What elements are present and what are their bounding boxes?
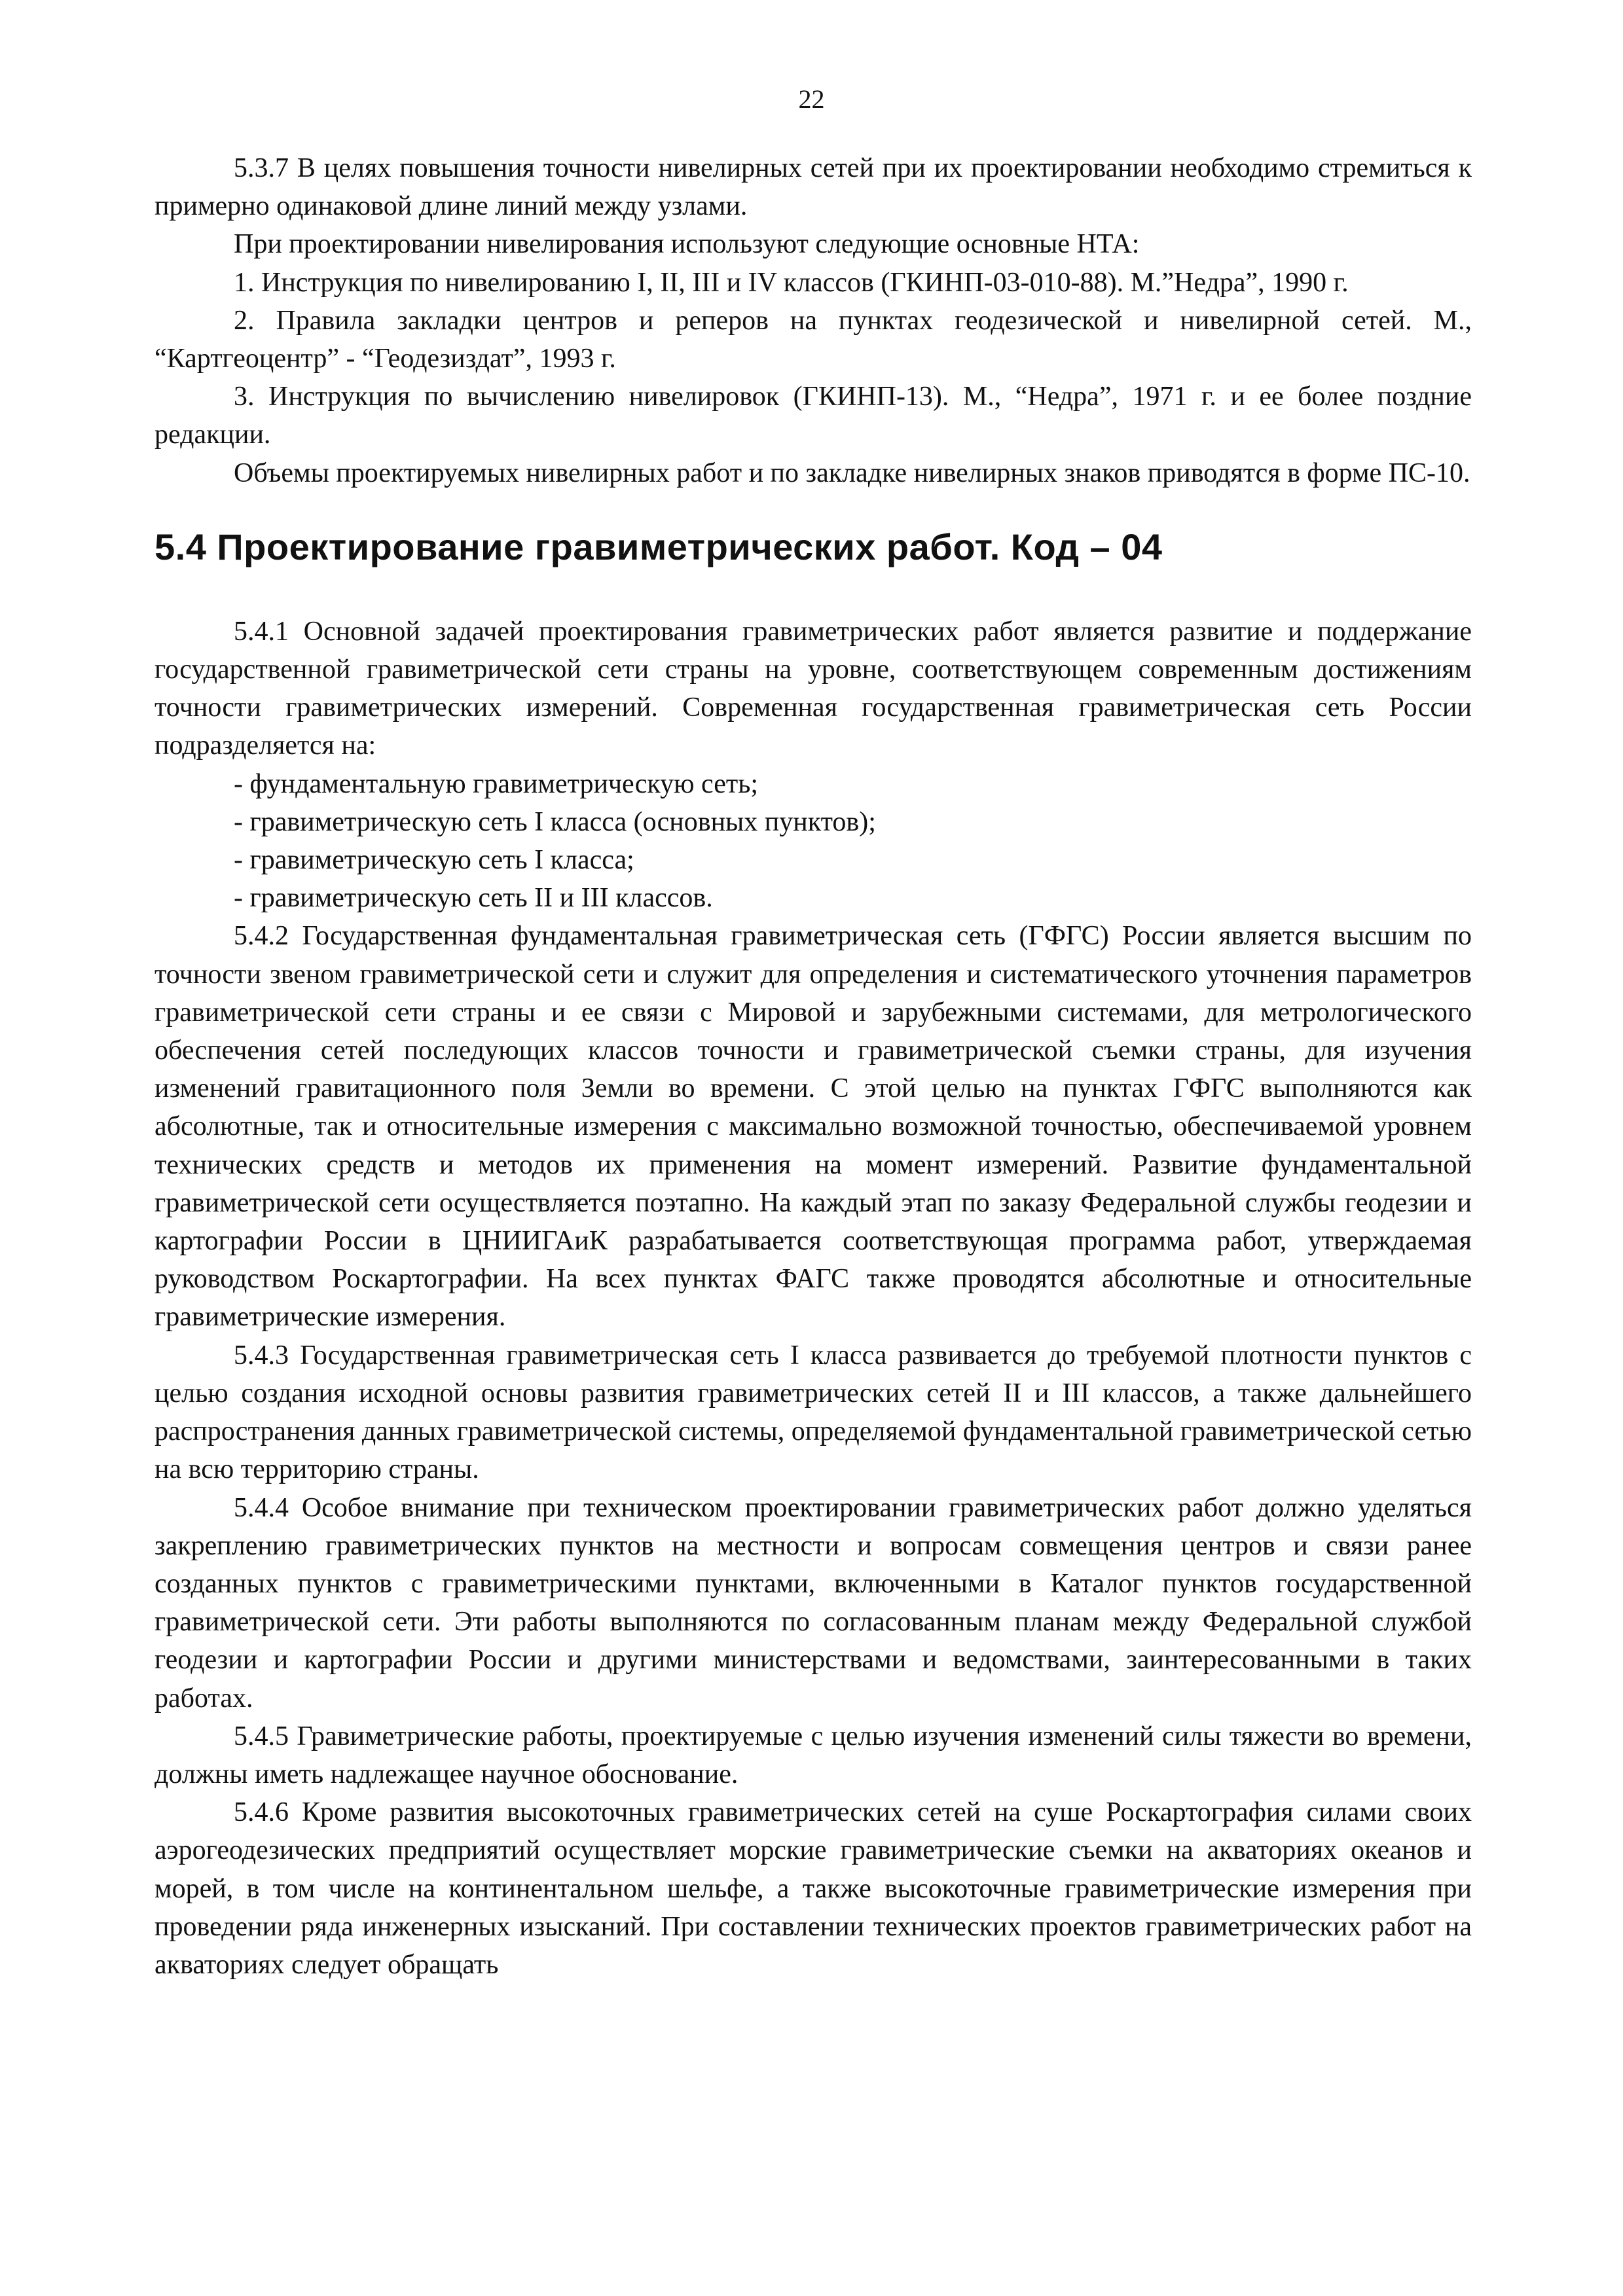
paragraph-nta-intro: При проектировании нивелирования используют следующие основные НТА:	[234, 229, 1140, 260]
reference-item: 2. Правила закладки центров и реперов на пунктах геодезической и нивелирной сетей. М., “Картгеоцентр” - “Геодезиздат”, 1993 г.	[155, 305, 1472, 374]
paragraph-volumes: Объемы проектируемых нивелирных работ и по закладке нивелирных знаков приводятся в форме ПС-10.	[234, 457, 1470, 488]
page-number: 22	[798, 84, 825, 114]
reference-item: 3. Инструкция по вычислению нивелировок (ГКИНП-13). М., “Недра”, 1971 г. и ее более поздние редакции.	[155, 382, 1472, 450]
page-body	[155, 149, 1472, 1984]
paragraph-5-4-4: 5.4.4 Особое внимание при техническом проектировании гравиметрических работ должно уделяться закреплению гравиметрических пунктов на местности и вопросам совмещения центров и связи ранее созданных пунктов с гравиметрическими пунктами, включенными в Каталог пунктов государственной гравиметрической сети. Эти работы выполняются по согласованным планам между Федеральной службой геодезии и картографии России и другими министерствами и ведомствами, заинтересованными в таких работах.	[155, 1492, 1472, 1713]
paragraph-5-3-7: 5.3.7 В целях повышения точности нивелирных сетей при их проектировании необходимо стремиться к примерно одинаковой длине линий между узлами.	[155, 153, 1472, 222]
list-item: - гравиметрическую сеть I класса;	[234, 845, 634, 876]
paragraph-5-4-6: 5.4.6 Кроме развития высокоточных гравиметрических сетей на суше Роскартография силами своих аэрогеодезических предприятий осуществляет морские гравиметрические съемки на акваториях океанов и морей, в том числе на континентальном шельфе, а также высокоточные гравиметрические измерения при проведении ряда инженерных изысканий. При составлении технических проектов гравиметрических работ на акваториях следует обращать	[155, 1797, 1472, 1980]
list-item: - гравиметрическую сеть II и III классов.	[234, 883, 713, 914]
paragraph-5-4-1: 5.4.1 Основной задачей проектирования гравиметрических работ является развитие и поддержание государственной гравиметрической сети страны на уровне, соответствующем современным достижениям точности гравиметрических измерений. Современная государственная гравиметрическая сеть России подразделяется на:	[155, 616, 1472, 761]
paragraph-5-4-5: 5.4.5 Гравиметрические работы, проектируемые с целью изучения изменений силы тяжести во времени, должны иметь надлежащее научное обоснование.	[155, 1721, 1472, 1789]
paragraph-5-4-2: 5.4.2 Государственная фундаментальная гравиметрическая сеть (ГФГС) России является высшим по точности звеном гравиметрической сети и служит для определения и систематического уточнения параметров гравиметрической сети страны и ее связи с Мировой и зарубежными системами, для метрологического обеспечения сетей последующих классов точности и гравиметрической съемки страны, для изучения изменений гравитационного поля Земли во времени. С этой целью на пунктах ГФГС выполняются как абсолютные, так и относительные измерения с максимально возможной точностью, обеспечиваемой уровнем технических средств и методов их применения на момент измерений. Развитие фундаментальной гравиметрической сети осуществляется поэтапно. На каждый этап по заказу Федеральной службы геодезии и картографии России в ЦНИИГАиК разрабатывается соответствующая программа работ, утверждаемая руководством Роскартографии. На всех пунктах ФАГС также проводятся абсолютные и относительные гравиметрические измерения.	[155, 921, 1472, 1333]
list-item: - фундаментальную гравиметрическую сеть;	[234, 768, 759, 799]
section-heading: 5.4 Проектирование гравиметрических работ. Код – 04	[155, 526, 1163, 567]
reference-item: 1. Инструкция по нивелированию I, II, III и IV классов (ГКИНП-03-010-88). М.”Недра”, 1990 г.	[234, 267, 1349, 298]
list-item: - гравиметрическую сеть I класса (основных пунктов);	[234, 806, 876, 837]
paragraph-5-4-3: 5.4.3 Государственная гравиметрическая сеть I класса развивается до требуемой плотности пунктов с целью создания исходной основы развития гравиметрических сетей II и III классов, а также дальнейшего распространения данных гравиметрической системы, определяемой фундаментальной гравиметрической сетью на всю территорию страны.	[155, 1340, 1472, 1485]
